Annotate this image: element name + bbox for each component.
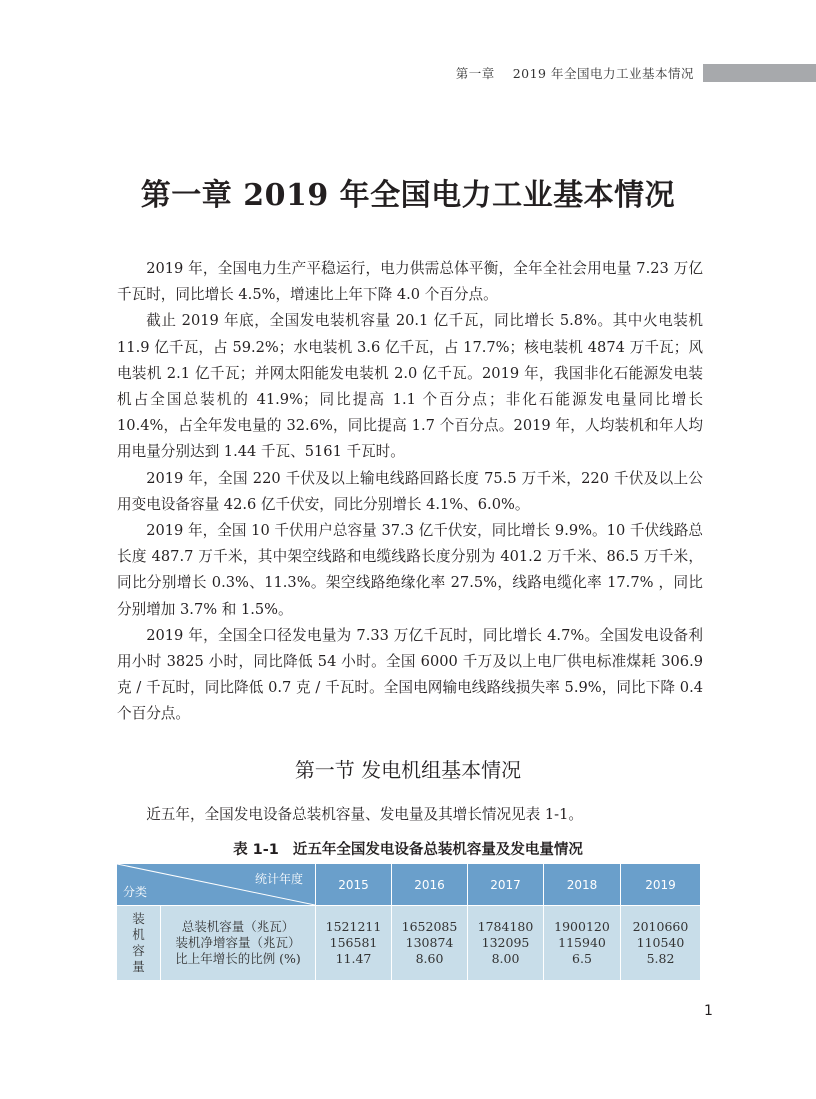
paragraph: 截止 2019 年底，全国发电装机容量 20.1 亿千瓦，同比增长 5.8%。其中火电装机 11.9 亿千瓦，占 59.2%；水电装机 3.6 亿千瓦，占 17.7%；核电装机 4874 万千瓦；风电装机 2.1 亿千瓦；并网太阳能发电装机 2.0 亿千瓦。2019 年，我国非化石能源发电装机占全国总装机的 41.9%；同比提高 1.1 个百分点；非化石能源发电量同比增长 10.4%，占全年发电量的 32.6%，同比提高 1.7 个百分点。2019 年，人均装机和年人均用电量分别达到 1.44 千瓦、5161 千瓦时。 xyxy=(117,312,703,461)
corner-header-category-label: 分类 xyxy=(123,885,148,899)
year-header: 2017 xyxy=(468,864,544,906)
row-label: 装机净增容量（兆瓦） xyxy=(175,935,301,950)
running-header-text xyxy=(456,64,694,82)
paragraph: 2019 年，全国全口径发电量为 7.33 万亿千瓦时，同比增长 4.7%。全国发电设备利用小时 3825 小时，同比降低 54 小时。全国 6000 千万及以上电厂供电标准煤耗 306.9 克 / 千瓦时，同比降低 0.7 克 / 千瓦时。全国电网输电线路线损失率 5.9%，同比下降 0.4 个百分点。 xyxy=(117,626,703,723)
table-caption xyxy=(0,838,816,859)
body-text xyxy=(117,256,703,728)
year-header: 2018 xyxy=(544,864,621,906)
paragraph: 2019 年，全国 220 千伏及以上输电线路回路长度 75.5 万千米，220 千伏及以上公用变电设备容量 42.6 亿千伏安，同比分别增长 4.1%、6.0%。 xyxy=(117,469,703,513)
section-title: 第一节 发电机组基本情况 xyxy=(294,758,522,782)
table-intro-text: 近五年，全国发电设备总装机容量、发电量及其增长情况见表 1-1。 xyxy=(146,806,583,823)
running-header xyxy=(0,62,816,84)
table-row xyxy=(117,906,701,981)
row-labels xyxy=(161,906,316,981)
table-corner-header xyxy=(117,864,316,906)
year-header: 2019 xyxy=(621,864,701,906)
table-caption-title: 近五年全国发电设备总装机容量及发电量情况 xyxy=(292,842,583,858)
corner-header-year-label: 统计年度 xyxy=(254,872,303,886)
year-values-2019: 2010660 110540 5.82 xyxy=(621,906,701,981)
running-header-title: 2019 年全国电力工业基本情况 xyxy=(512,66,694,81)
paragraph: 2019 年，全国电力生产平稳运行，电力供需总体平衡，全年全社会用电量 7.23 万亿千瓦时，同比增长 4.5%，增速比上年下降 4.0 个百分点。 xyxy=(117,260,703,304)
year-values-2018: 1900120 115940 6.5 xyxy=(544,906,621,981)
running-header-bar xyxy=(703,64,816,82)
row-label: 总装机容量（兆瓦） xyxy=(181,919,295,934)
table-header-row xyxy=(117,864,701,906)
running-header-chapter: 第一章 xyxy=(455,66,495,81)
year-values-2016: 1652085 130874 8.60 xyxy=(392,906,468,981)
year-header: 2015 xyxy=(316,864,392,906)
group-label: 装 机 容 量 xyxy=(117,906,161,981)
chapter-title: 第一章 2019 年全国电力工业基本情况 xyxy=(140,178,676,213)
year-header: 2016 xyxy=(392,864,468,906)
paragraph: 2019 年，全国 10 千伏用户总容量 37.3 亿千伏安，同比增长 9.9%。10 千伏线路总长度 487.7 万千米，其中架空线路和电缆线路长度分别为 401.2 万千米、86.5 万千米，同比分别增长 0.3%、11.3%。架空线路绝缘化率 27.5%，线路电缆化率 17.7% ，同比分别增加 3.7% 和 1.5%。 xyxy=(117,522,703,618)
capacity-table xyxy=(116,863,701,981)
year-values-2017: 1784180 132095 8.00 xyxy=(468,906,544,981)
table-caption-number: 表 1-1 xyxy=(233,842,279,858)
row-label: 比上年增长的比例 (%) xyxy=(175,951,301,966)
page-number: 1 xyxy=(704,1003,713,1019)
year-values-2015: 1521211 156581 11.47 xyxy=(316,906,392,981)
